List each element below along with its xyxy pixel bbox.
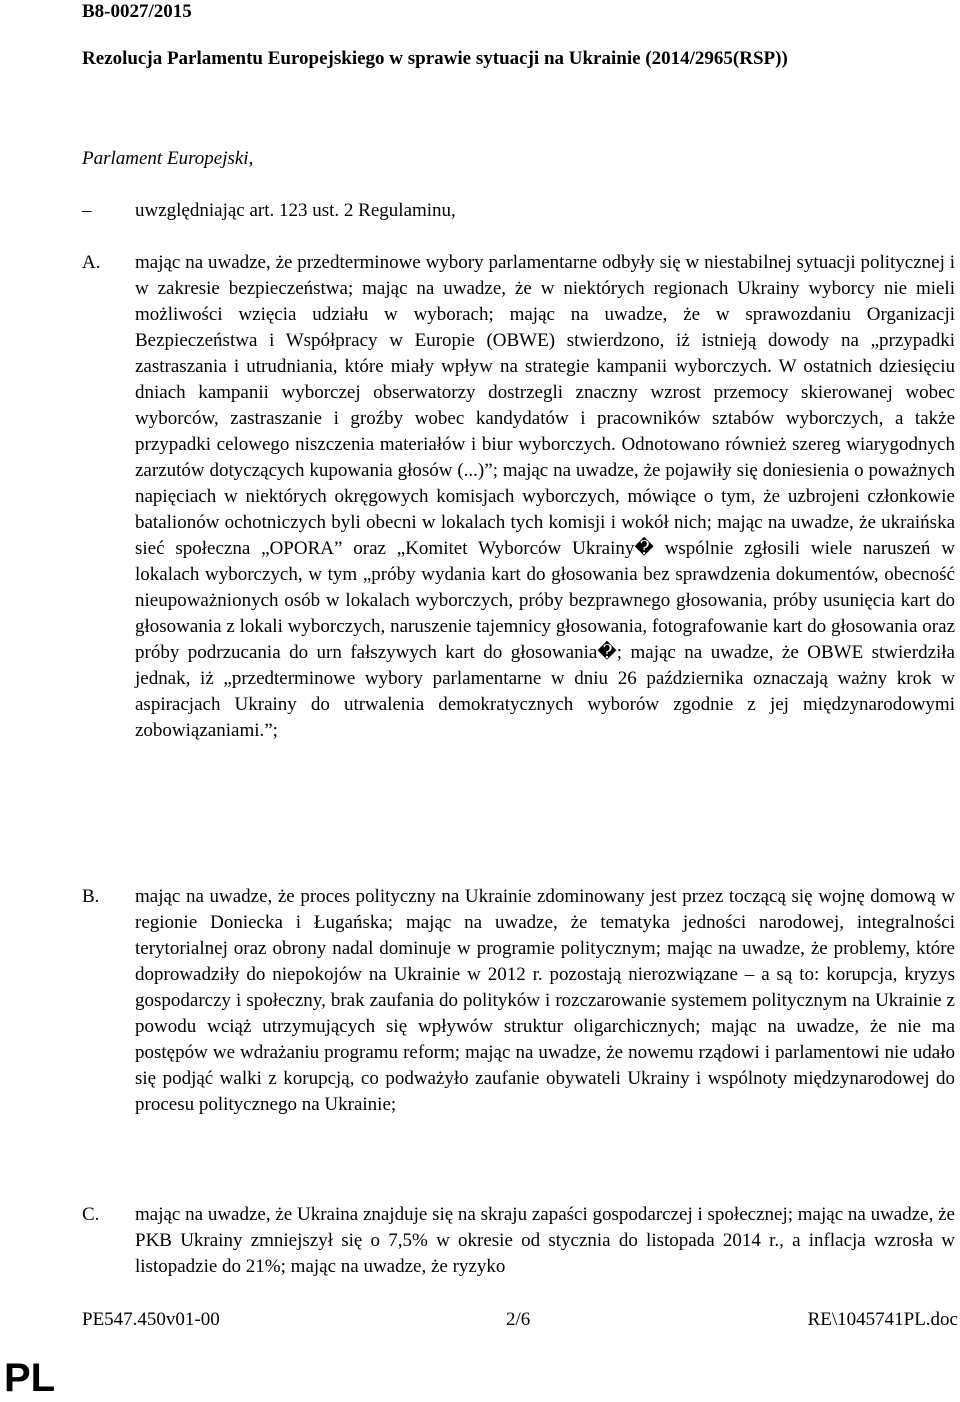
document-title: Rezolucja Parlamentu Europejskiego w sprawie sytuacji na Ukrainie (2014/2965(RSP)) [82, 48, 788, 69]
item-marker: B. [82, 886, 100, 907]
item-marker: A. [82, 252, 101, 273]
footer-file-name: RE\1045741PL.doc [807, 1309, 958, 1330]
item-text: mając na uwadze, że przedterminowe wybory parlamentarne odbyły się w niestabilnej sytuacji politycznej i w zakresie bezpieczeństwa; mając na uwadze, że w niektórych regionach Ukrainy wyborcy nie mieli możliwości wzięcia udziału w wyborach; mając na uwadze, że w sprawozdaniu Organizacji Bezpieczeństwa i Współpracy w Europie (OBWE) stwierdzono, iż istnieją dowody na „przypadki zastraszania i utrudniania, które miały wpływ na strategie kampanii wyborczych. W ostatnich dziesięciu dniach kampanii wyborczej obserwatorzy dostrzegli znaczny wzrost przemocy skierowanej wobec wyborców, zastraszanie i groźby wobec kandydatów i pracowników sztabów wyborczych, a także przypadki celowego niszczenia materiałów i biur wyborczych. Odnotowano również szereg wiarygodnych zarzutów dotyczących kupowania głosów (...)”; mając na uwadze, że pojawiły się doniesienia o poważnych napięciach w niektórych okręgowych komisjach wyborczych, mówiące o tym, że uzbrojeni członkowie batalionów ochotniczych byli obecni w lokalach tych komisji i wokół nich; mając na uwadze, że ukraińska sieć społeczna „OPORA” oraz „Komitet Wyborców Ukrainy� wspólnie zgłosili wiele naruszeń w lokalach wyborczych, w tym „próby wydania kart do głosowania bez sprawdzenia dokumentów, obecność nieupoważnionych osób w lokalach wyborczych, próby bezprawnego głosowania, próby usunięcia kart do głosowania z lokali wyborczych, naruszenie tajemnicy głosowania, fotografowanie kart do głosowania oraz próby podrzucania do urn fałszywych kart do głosowania�; mając na uwadze, że OBWE stwierdziła jednak, iż „przedterminowe wybory parlamentarne w dniu 26 października oznaczają ważny krok w aspiracjach Ukrainy do utrwalenia demokratycznych wyborów zgodnie z jej międzynarodowymi zobowiązaniami.”; [135, 252, 955, 741]
footer-page-number: 2/6 [506, 1309, 531, 1330]
item-text: uwzględniając art. 123 ust. 2 Regulaminu, [135, 200, 456, 221]
document-ref: B8-0027/2015 [82, 1, 192, 22]
author-line: Parlament Europejski, [82, 148, 254, 169]
language-code: PL [4, 1356, 56, 1400]
item-marker: – [82, 200, 92, 221]
item-text: mając na uwadze, że proces polityczny na Ukrainie zdominowany jest przez toczącą się wojnę domową w regionie Doniecka i Ługańska; mając na uwadze, że tematyka jedności narodowej, integralności terytorialnej oraz obrony nadal dominuje w programie politycznym; mając na uwadze, że problemy, które doprowadziły do niepokojów na Ukrainie w 2012 r. pozostają nierozwiązane – a są to: korupcja, kryzys gospodarczy i społeczny, brak zaufania do polityków i rozczarowanie systemem politycznym na Ukrainie z powodu wciąż utrzymujących się wpływów struktur oligarchicznych; mając na uwadze, że nie ma postępów we wdrażaniu programu reform; mając na uwadze, że nowemu rządowi i parlamentowi nie udało się podjąć walki z korupcją, co podważyło zaufanie obywateli Ukrainy i wspólnoty międzynarodowej do procesu politycznego na Ukrainie; [135, 886, 955, 1115]
item-marker: C. [82, 1204, 100, 1225]
footer-doc-number: PE547.450v01-00 [82, 1309, 220, 1330]
item-text: mając na uwadze, że Ukraina znajduje się na skraju zapaści gospodarczej i społecznej; mając na uwadze, że PKB Ukrainy zmniejszył się o 7,5% w okresie od stycznia do listopada 2014 r., a inflacja wzrosła w listopadzie do 21%; mając na uwadze, że ryzyko [135, 1204, 955, 1277]
